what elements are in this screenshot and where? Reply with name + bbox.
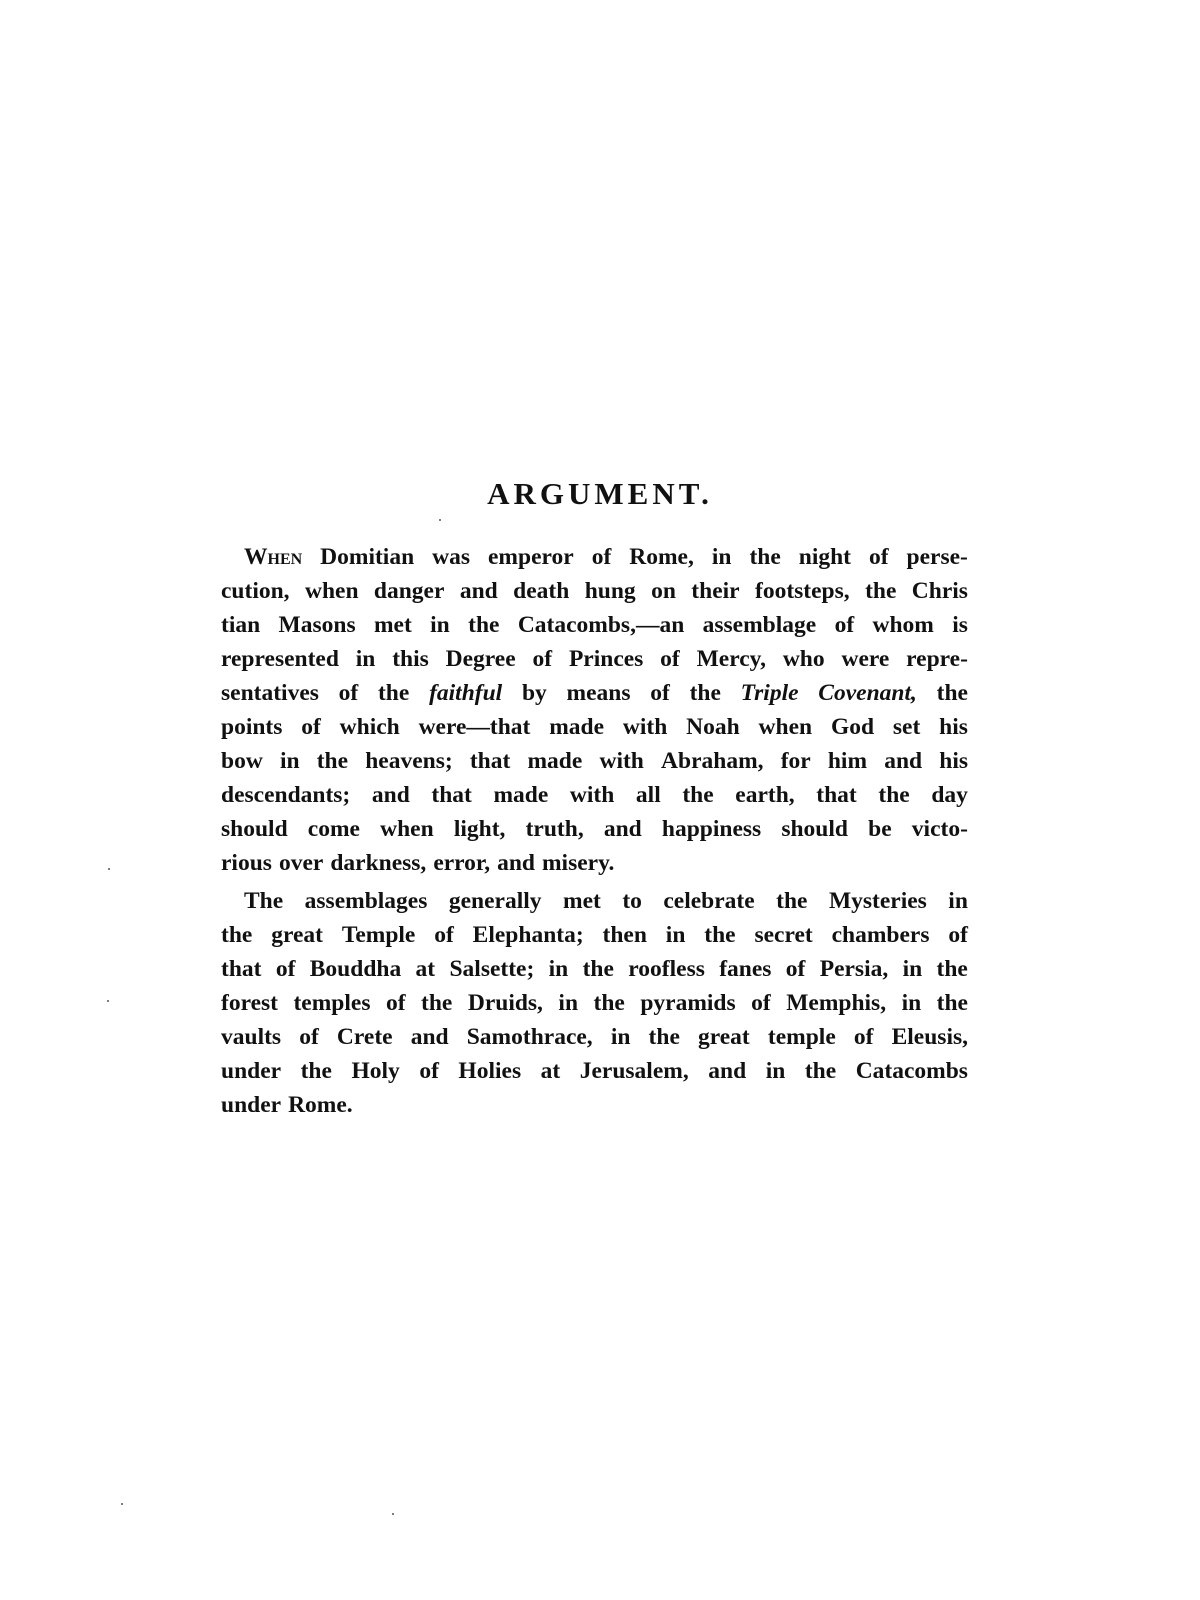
word: that <box>431 782 472 808</box>
word: in <box>665 922 686 948</box>
word: misery. <box>541 850 615 876</box>
word: The <box>244 888 284 914</box>
word: bow <box>221 748 263 774</box>
word: the <box>749 544 781 570</box>
word: of <box>299 1024 319 1050</box>
word: the <box>421 990 453 1016</box>
scan-speck <box>107 1000 109 1002</box>
word: footsteps, <box>755 578 850 604</box>
word: Catacombs,—an <box>517 612 685 638</box>
word: their <box>691 578 740 604</box>
word: his <box>939 714 968 740</box>
word: by <box>521 680 547 706</box>
word: represented <box>221 646 339 672</box>
word: heavens; <box>365 748 453 774</box>
text-line <box>221 608 968 642</box>
word: when <box>304 578 359 604</box>
word: and <box>410 1024 449 1050</box>
word: Persia, <box>819 956 889 982</box>
text-line <box>221 744 968 778</box>
word: of <box>853 1024 874 1050</box>
word: of <box>650 680 670 706</box>
word: and <box>497 850 535 876</box>
word: and <box>371 782 410 808</box>
word: should <box>781 816 848 842</box>
text-line <box>221 778 968 812</box>
word: victo- <box>911 816 968 842</box>
word: Princes <box>568 646 644 672</box>
word: set <box>892 714 921 740</box>
scan-speck <box>108 868 110 870</box>
word: were <box>841 646 890 672</box>
paragraph-1 <box>221 540 968 880</box>
scan-speck <box>392 1513 394 1515</box>
word: pyramids <box>640 990 736 1016</box>
word: with <box>622 714 668 740</box>
word: Jerusalem, <box>579 1058 689 1084</box>
word: Mercy, <box>696 646 766 672</box>
word: the <box>300 1058 332 1084</box>
word: to <box>622 888 642 914</box>
word: in <box>558 990 579 1016</box>
word: in <box>355 646 376 672</box>
word: danger <box>373 578 445 604</box>
text-line <box>221 676 968 710</box>
word: hung <box>584 578 636 604</box>
word: cution, <box>221 578 290 604</box>
word: forest <box>221 990 278 1016</box>
word: over <box>278 850 324 876</box>
word: of <box>591 544 612 570</box>
word: under <box>221 1058 282 1084</box>
word: and <box>459 578 498 604</box>
word: made <box>527 748 583 774</box>
text-line <box>221 884 968 918</box>
word: Temple <box>341 922 416 948</box>
text-line <box>221 986 968 1020</box>
word: of <box>301 714 321 740</box>
word: Holy <box>351 1058 400 1084</box>
word: Degree <box>445 646 516 672</box>
word: darkness, <box>330 850 427 876</box>
word: then <box>602 922 647 948</box>
word: of <box>532 646 553 672</box>
word: Domitian <box>320 544 415 570</box>
word: this <box>392 646 429 672</box>
word: come <box>307 816 360 842</box>
text-line <box>221 812 968 846</box>
word: light, <box>453 816 506 842</box>
word: fanes <box>719 956 772 982</box>
word: met <box>563 888 601 914</box>
word: the <box>377 680 410 706</box>
word: Memphis, <box>786 990 887 1016</box>
word: Covenant, <box>818 680 917 706</box>
word: God <box>830 714 875 740</box>
word: the <box>593 990 625 1016</box>
word: earth, <box>735 782 795 808</box>
word: of <box>275 956 296 982</box>
word: with <box>569 782 615 808</box>
word: that <box>816 782 857 808</box>
word: is <box>952 612 968 638</box>
word: Elephanta; <box>472 922 584 948</box>
word: should <box>221 816 288 842</box>
word: for <box>780 748 811 774</box>
word: him <box>827 748 868 774</box>
word: made <box>493 782 549 808</box>
word: all <box>635 782 661 808</box>
word: great <box>271 922 323 948</box>
word: faithful <box>429 680 503 706</box>
word: Noah <box>686 714 740 740</box>
text-line <box>221 574 968 608</box>
word: in <box>902 956 923 982</box>
word: vaults <box>221 1024 282 1050</box>
word: under <box>221 1092 282 1118</box>
word: in <box>548 956 569 982</box>
scan-speck <box>121 1503 123 1505</box>
word: night <box>798 544 851 570</box>
word: Triple <box>740 680 799 706</box>
word: be <box>868 816 892 842</box>
text-line <box>221 710 968 744</box>
text-line <box>221 846 968 880</box>
word: Salsette; <box>449 956 535 982</box>
text-line <box>221 1054 968 1088</box>
word: temple <box>767 1024 836 1050</box>
word: Masons <box>278 612 356 638</box>
text-line <box>221 1020 968 1054</box>
word: the <box>936 990 968 1016</box>
word: the <box>936 956 968 982</box>
word: the <box>865 578 897 604</box>
text-line <box>221 952 968 986</box>
word: tian <box>221 612 261 638</box>
word: temples <box>293 990 371 1016</box>
word: made <box>549 714 605 740</box>
word: in <box>711 544 732 570</box>
word: emperor <box>488 544 574 570</box>
text-line <box>221 918 968 952</box>
word: means <box>566 680 631 706</box>
word: Eleusis, <box>891 1024 968 1050</box>
word: the <box>936 680 968 706</box>
text-line <box>221 642 968 676</box>
word: Catacombs <box>855 1058 968 1084</box>
word: on <box>651 578 676 604</box>
word: was <box>432 544 471 570</box>
word: Mysteries <box>828 888 927 914</box>
word: assemblages <box>304 888 428 914</box>
word: in <box>430 612 450 638</box>
word: the <box>878 782 910 808</box>
word: that <box>469 748 511 774</box>
word: in <box>610 1024 631 1050</box>
word: at <box>415 956 436 982</box>
word: repre- <box>906 646 968 672</box>
word: truth, <box>525 816 584 842</box>
word: in <box>279 748 300 774</box>
word: Holies <box>458 1058 522 1084</box>
word: of <box>338 680 359 706</box>
word: the <box>648 1024 680 1050</box>
word: the <box>316 748 349 774</box>
word: of <box>385 990 406 1016</box>
word: the <box>704 922 736 948</box>
word: in <box>901 990 922 1016</box>
word: Druids, <box>467 990 543 1016</box>
word: great <box>698 1024 750 1050</box>
word: whom <box>872 612 934 638</box>
word: descendants; <box>221 782 351 808</box>
word: generally <box>448 888 542 914</box>
word: assemblage <box>702 612 817 638</box>
word: the <box>221 922 253 948</box>
word: of <box>660 646 680 672</box>
word: roofless <box>628 956 705 982</box>
word: of <box>419 1058 439 1084</box>
word: with <box>599 748 644 774</box>
word: in <box>765 1058 786 1084</box>
word: when <box>758 714 813 740</box>
word: Crete <box>336 1024 393 1050</box>
word: Bouddha <box>309 956 402 982</box>
word: and <box>884 748 923 774</box>
word: chambers <box>831 922 930 948</box>
word: perse- <box>906 544 968 570</box>
word: and <box>603 816 642 842</box>
word: in <box>948 888 968 914</box>
word: the <box>804 1058 837 1084</box>
word: Rome, <box>629 544 694 570</box>
argument-text <box>221 540 968 1122</box>
word: celebrate <box>663 888 755 914</box>
word: happiness <box>661 816 762 842</box>
word: of <box>948 922 968 948</box>
word: Chris <box>911 578 968 604</box>
word: secret <box>754 922 813 948</box>
word: of <box>834 612 855 638</box>
word: death <box>513 578 570 604</box>
word: Rome. <box>288 1092 353 1118</box>
text-line <box>221 540 968 574</box>
word: the <box>689 680 721 706</box>
word: of <box>785 956 806 982</box>
word: at <box>540 1058 561 1084</box>
word: the <box>776 888 808 914</box>
word: that <box>221 956 262 982</box>
word: the <box>682 782 714 808</box>
word: the <box>582 956 614 982</box>
word: were—that <box>418 714 531 740</box>
word: of <box>434 922 454 948</box>
word: Abraham, <box>661 748 764 774</box>
word: sentatives <box>221 680 319 706</box>
text-line <box>221 1088 968 1122</box>
word: and <box>708 1058 747 1084</box>
scan-speck <box>439 519 441 521</box>
page-heading: ARGUMENT. <box>487 476 713 511</box>
word: met <box>373 612 412 638</box>
word: his <box>939 748 968 774</box>
word: when <box>380 816 434 842</box>
word: Samothrace, <box>466 1024 593 1050</box>
word: who <box>782 646 825 672</box>
word: day <box>931 782 968 808</box>
word: of <box>868 544 889 570</box>
word: which <box>339 714 400 740</box>
word: points <box>221 714 283 740</box>
paragraph-2 <box>221 884 968 1122</box>
word: When <box>244 544 303 570</box>
word: rious <box>221 850 272 876</box>
word: of <box>751 990 771 1016</box>
word: the <box>468 612 500 638</box>
word: error, <box>433 850 491 876</box>
